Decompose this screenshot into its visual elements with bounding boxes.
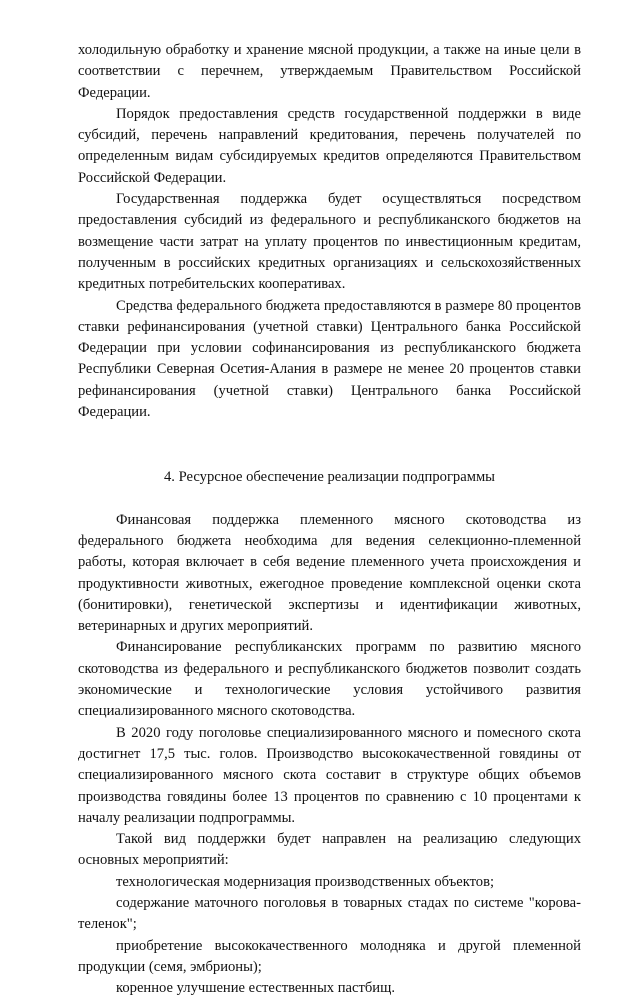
- list-item-modernization: технологическая модернизация производственных объектов;: [116, 873, 495, 890]
- paragraph-financial-support: Финансовая поддержка племенного мясного скотоводства из федерального бюджета необходима для ведения селекционно-племенной работы, которая включает в себя ведение племенного учета происхождения и продуктивности животных, ежегодное проведение комплексной оценки скота (бонитировки), генетической экспертизы и идентификации животных, ветеринарных и других мероприятий.: [78, 511, 581, 635]
- document-page: [78, 40, 581, 999]
- paragraph-federal-funds: Средства федерального бюджета предоставляются в размере 80 процентов ставки рефинансирования (учетной ставки) Центрального банка Российской Федерации при условии софинансирования из республиканского бюджета Республики Северная Осетия-Алания в размере не менее 20 процентов ставки рефинансирования (учетной ставки) Центрального банка Российской Федерации.: [78, 297, 581, 421]
- list-item-breeding-stock: содержание маточного поголовья в товарных стадах по системе "корова-теленок";: [78, 894, 581, 933]
- paragraph-continuation: холодильную обработку и хранение мясной продукции, а также на иные цели в соответствии с перечнем, утверждаемым Правительством Российской Федерации.: [78, 42, 581, 101]
- paragraph-program-financing: Финансирование республиканских программ по развитию мясного скотоводства из федерального и республиканского бюджетов позволит создать экономические и технологические условия устойчивого развития специализированного мясного скотоводства.: [78, 639, 581, 720]
- paragraph-state-support: Государственная поддержка будет осуществляться посредством предоставления субсидий из федерального и республиканского бюджетов на возмещение части затрат на уплату процентов по инвестиционным кредитам, полученным в российских кредитных организациях и сельскохозяйственных кредитных потребительских кооперативах.: [78, 191, 581, 293]
- paragraph-2020-targets: В 2020 году поголовье специализированного мясного и помесного скота достигнет 17,5 тыс. голов. Производство высококачественной говядины от специализированного мясного скота составит в структуре общих объемов производства говядины более 13 процентов по сравнению с 10 процентами к началу реализации подпрограммы.: [78, 724, 581, 826]
- section-heading: 4. Ресурсное обеспечение реализации подпрограммы: [164, 469, 495, 486]
- paragraph-measures-intro: Такой вид поддержки будет направлен на реализацию следующих основных мероприятий:: [78, 831, 581, 869]
- list-item-pastures: коренное улучшение естественных пастбищ.: [116, 980, 395, 997]
- paragraph-support-procedure: Порядок предоставления средств государственной поддержки в виде субсидий, перечень направлений кредитования, перечень получателей по определенным видам субсидируемых кредитов определяются Правительством Российской Федерации.: [78, 105, 581, 186]
- list-item-young-stock: приобретение высококачественного молодняка и другой племенной продукции (семя, эмбрионы);: [78, 937, 581, 975]
